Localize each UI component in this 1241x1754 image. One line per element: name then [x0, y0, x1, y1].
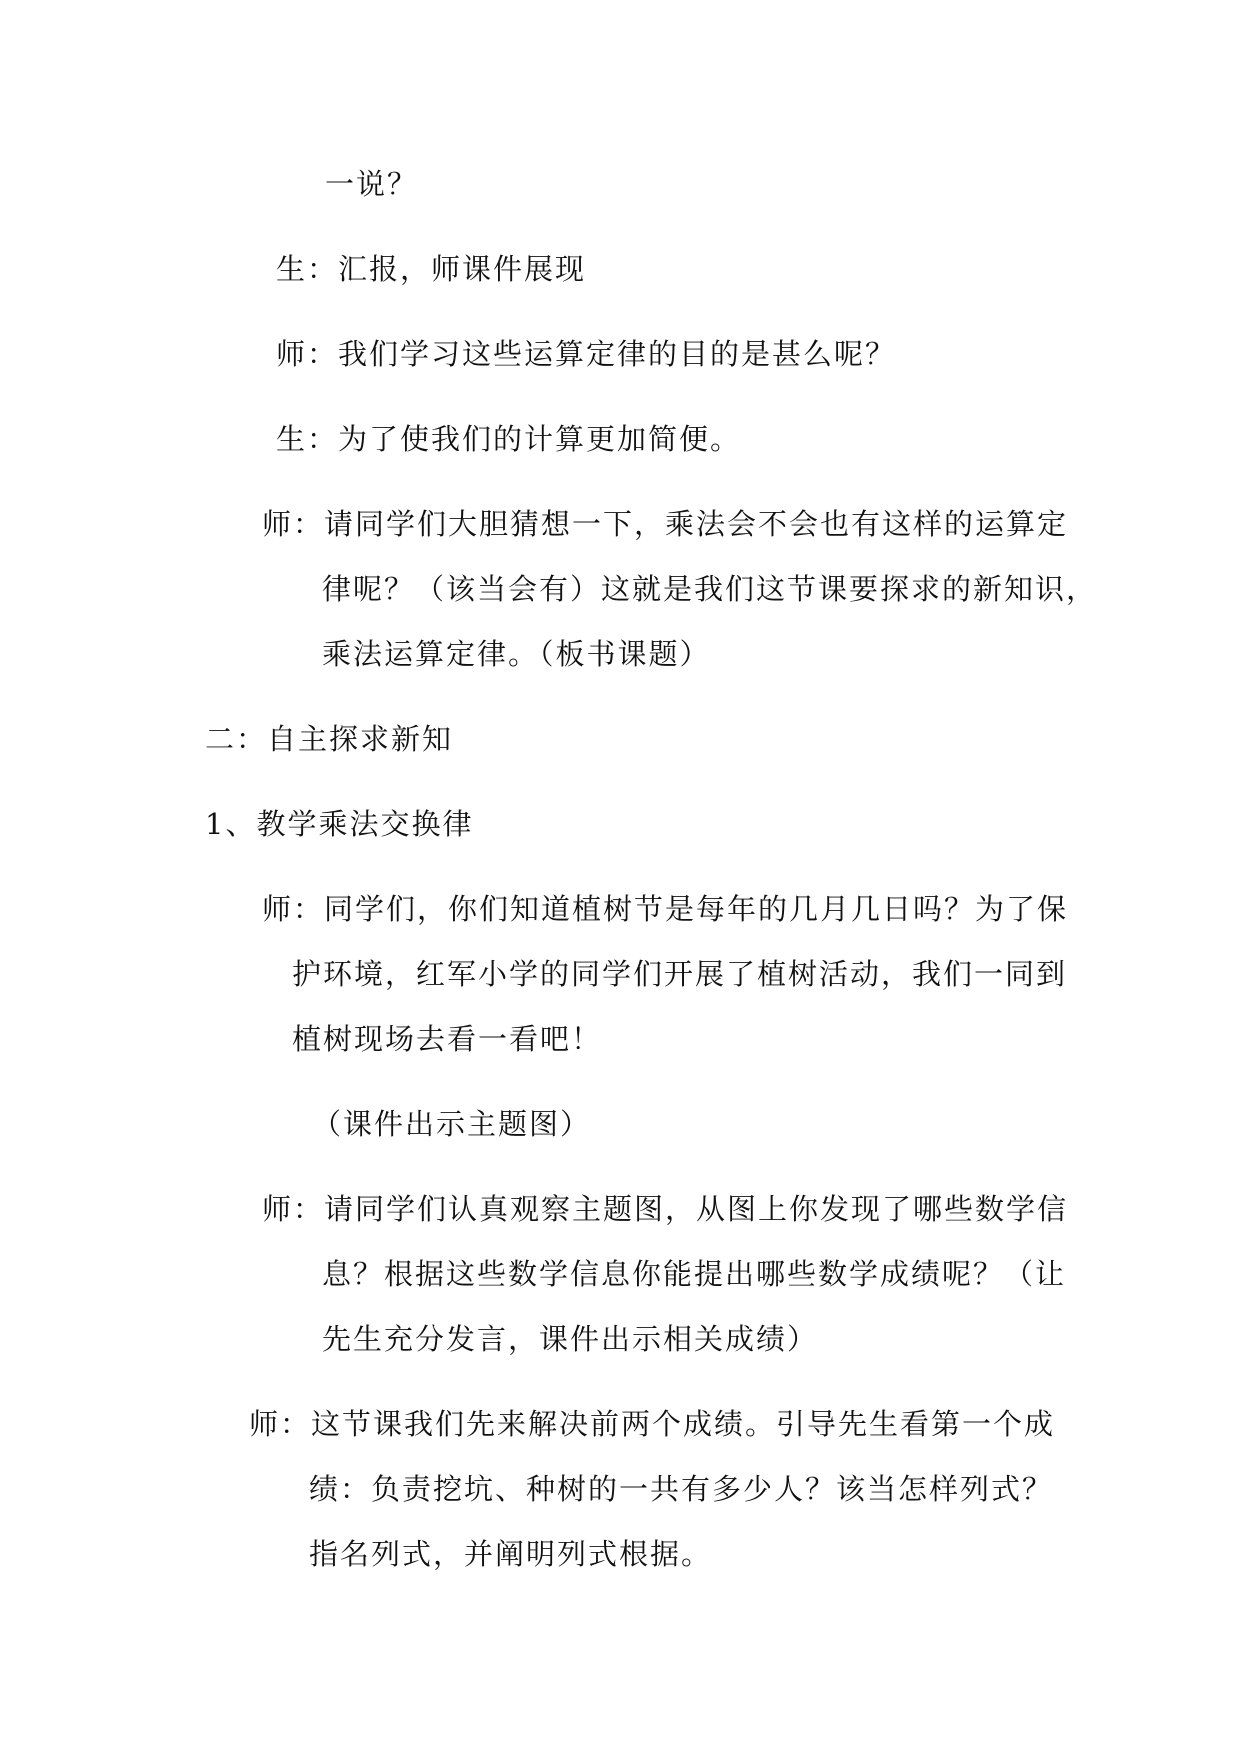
- text-line: （课件出示主题图）: [312, 1107, 592, 1141]
- text-line: 一说？: [325, 167, 419, 201]
- subsection-heading: 1、教学乘法交换律: [205, 807, 474, 841]
- text-line: 息？根据这些数学信息你能提出哪些数学成绩呢？（让: [322, 1257, 1067, 1291]
- text-line: 师：请同学们大胆猜想一下，乘法会不会也有这样的运算定: [262, 507, 1069, 541]
- text-line: 师：这节课我们先来解决前两个成绩。引导先生看第一个成: [249, 1407, 1056, 1441]
- text-line: 指名列式，并阐明列式根据。: [309, 1537, 713, 1571]
- text-line: 乘法运算定律。（板书课题）: [322, 637, 711, 671]
- text-line: 绩：负责挖坑、种树的一共有多少人？该当怎样列式？: [309, 1472, 1054, 1506]
- text-line: 植树现场去看一看吧！: [292, 1022, 603, 1056]
- section-heading: 二：自主探求新知: [205, 722, 454, 756]
- text-line: 师：我们学习这些运算定律的目的是甚么呢？: [276, 337, 897, 371]
- text-line: 师：请同学们认真观察主题图，从图上你发现了哪些数学信: [262, 1192, 1069, 1226]
- text-line: 生：汇报，师课件展现: [276, 252, 587, 286]
- text-line: 护环境，红军小学的同学们开展了植树活动，我们一同到: [292, 957, 1068, 991]
- text-line: 律呢？（该当会有）这就是我们这节课要探求的新知识，: [322, 572, 1098, 606]
- text-line: 生：为了使我们的计算更加简便。: [276, 422, 742, 456]
- text-line: 先生充分发言，课件出示相关成绩）: [322, 1322, 819, 1356]
- text-line: 师：同学们，你们知道植树节是每年的几月几日吗？为了保: [262, 892, 1069, 926]
